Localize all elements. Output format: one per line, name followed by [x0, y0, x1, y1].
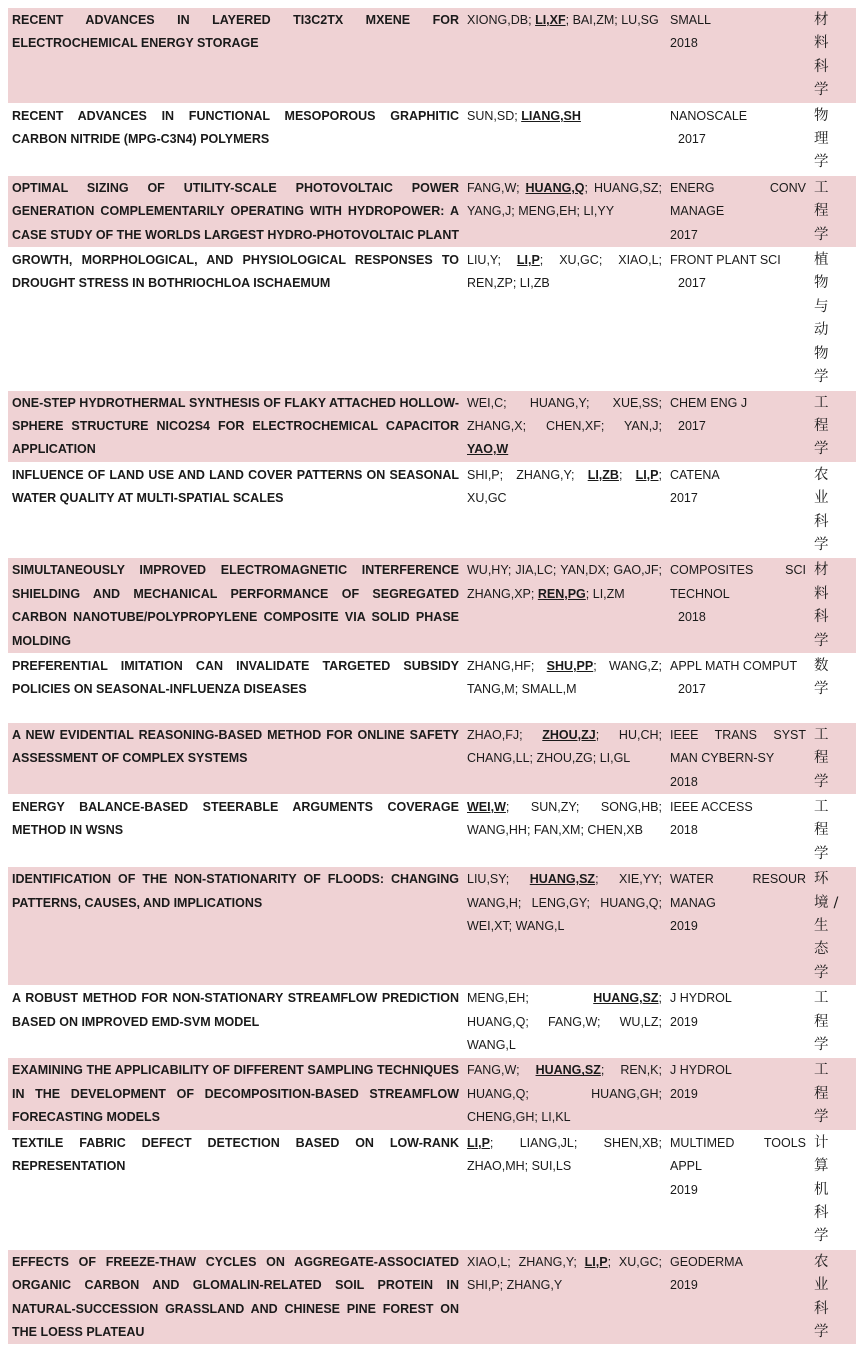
journal-name: CHEM ENG J — [670, 395, 748, 410]
author-name: HU,CH — [618, 727, 659, 742]
journal-year: 2017 — [678, 276, 706, 291]
journal-info — [666, 103, 810, 175]
author-name: XU,GC — [618, 1254, 659, 1269]
author-name: FANG,W — [467, 180, 517, 195]
author-name: SMALL,M — [521, 682, 577, 697]
journal-info — [666, 867, 810, 986]
journal-name: J HYDROL — [670, 991, 732, 1006]
table-row — [8, 795, 856, 867]
journal-info — [666, 722, 810, 794]
author-name: WANG,Z — [609, 658, 659, 673]
author-name: XIONG,DB — [467, 13, 529, 27]
author-name: ZHANG,X — [467, 418, 523, 433]
author-name: LENG,GY — [531, 895, 587, 910]
author-name: LI,KL — [541, 1110, 571, 1125]
journal-year: 2018 — [670, 774, 698, 789]
author-name: XU,GC — [559, 253, 599, 268]
journal-year: 2017 — [678, 418, 706, 433]
highlighted-author: LIANG,SH — [521, 108, 581, 123]
paper-title: RECENT ADVANCES IN LAYERED TI3C2TX MXENE FOR ELECTROCHEMICAL ENERGY STORAGE — [8, 8, 463, 103]
paper-title: A ROBUST METHOD FOR NON-STATIONARY STREAMFLOW PREDICTION BASED ON IMPROVED EMD-SVM MODEL — [8, 986, 463, 1058]
journal-name: J HYDROL — [670, 1063, 732, 1078]
journal-info — [666, 8, 810, 103]
author-name: LI,YY — [583, 204, 615, 219]
author-name: ZHOU,ZG — [536, 751, 593, 766]
journal-year: 2018 — [678, 610, 706, 625]
author-name: ZHAO,FJ — [467, 727, 520, 742]
journal-name: IEEE TRANS SYST MAN CYBERN-SY — [670, 727, 806, 766]
subject-field: 工程学 — [810, 390, 856, 462]
table-row — [8, 8, 856, 103]
journal-name: COMPOSITES SCI TECHNOL — [670, 563, 806, 601]
author-name: LU,SG — [621, 13, 659, 27]
author-name: WU,LZ — [619, 1014, 659, 1029]
author-name: ZHANG,XP — [467, 586, 531, 601]
journal-info — [666, 653, 810, 722]
highlighted-author: WEI,W — [467, 800, 506, 814]
paper-authors: FANG,W; HUANG,Q; HUANG,SZ; YANG,J; MENG,EH; LI,YY — [463, 175, 666, 247]
author-name: LI,GL — [599, 751, 631, 766]
author-name: CHENG,GH — [467, 1110, 535, 1125]
journal-name: WATER RESOUR MANAG — [670, 872, 806, 910]
journal-info — [666, 462, 810, 558]
journal-year: 2019 — [670, 1182, 698, 1197]
paper-title: A NEW EVIDENTIAL REASONING-BASED METHOD FOR ONLINE SAFETY ASSESSMENT OF COMPLEX SYSTEMS — [8, 722, 463, 794]
paper-authors: LIU,SY; HUANG,SZ; XIE,YY; WANG,H; LENG,GY; HUANG,Q; WEI,XT; WANG,L — [463, 867, 666, 986]
highlighted-author: LI,XF — [535, 13, 566, 27]
paper-title: IDENTIFICATION OF THE NON-STATIONARITY OF FLOODS: CHANGING PATTERNS, CAUSES, AND IMPLICATIONS — [8, 867, 463, 986]
highlighted-author: SHU,PP — [546, 658, 594, 673]
journal-name: FRONT PLANT SCI — [670, 253, 781, 268]
highlighted-author: YAO,W — [467, 442, 509, 457]
subject-field: 物理学 — [810, 103, 856, 175]
author-name: CHEN,XB — [587, 823, 643, 838]
paper-authors: LIU,Y; LI,P; XU,GC; XIAO,L; REN,ZP; LI,ZB — [463, 248, 666, 390]
paper-authors: SUN,SD; LIANG,SH — [463, 103, 666, 175]
paper-authors: XIAO,L; ZHANG,Y; LI,P; XU,GC; SHI,P; ZHANG,Y — [463, 1249, 666, 1345]
author-name: HUANG,Q — [467, 1086, 526, 1101]
journal-year: 2017 — [678, 132, 706, 147]
highlighted-author: HUANG,SZ — [593, 991, 659, 1006]
author-name: WANG,L — [467, 1038, 516, 1053]
author-name: LIU,Y — [467, 253, 498, 268]
paper-title: ENERGY BALANCE-BASED STEERABLE ARGUMENTS COVERAGE METHOD IN WSNS — [8, 795, 463, 867]
author-name: WANG,HH — [467, 823, 527, 838]
paper-authors: LI,P; LIANG,JL; SHEN,XB; ZHAO,MH; SUI,LS — [463, 1130, 666, 1249]
author-name: YAN,J — [624, 418, 659, 433]
table-row — [8, 1058, 856, 1130]
author-name: ZHANG,HF — [467, 658, 531, 673]
author-name: TANG,M — [467, 682, 515, 697]
author-name: LI,ZB — [519, 276, 550, 291]
author-name: YAN,DX — [560, 563, 606, 578]
journal-year: 2019 — [670, 1086, 698, 1101]
journal-year: 2017 — [670, 227, 698, 242]
subject-field: 农业科学 — [810, 1249, 856, 1345]
author-name: HUANG,Y — [529, 395, 586, 410]
author-name: XIE,YY — [619, 872, 659, 887]
author-name: WANG,L — [515, 919, 565, 934]
journal-info — [666, 986, 810, 1058]
paper-title: OPTIMAL SIZING OF UTILITY-SCALE PHOTOVOLTAIC POWER GENERATION COMPLEMENTARILY OPERATING WITH HYDROPOWER: A CASE STUDY OF THE WORLDS LARGEST HYDRO-PHOTOVOLTAIC PLANT — [8, 175, 463, 247]
journal-year: 2018 — [670, 823, 698, 838]
author-name: XU,GC — [467, 491, 507, 506]
subject-field: 植物与动物学 — [810, 248, 856, 390]
journal-name: CATENA — [670, 467, 720, 482]
author-name: ZHAO,MH — [467, 1159, 525, 1174]
paper-authors: WEI,W; SUN,ZY; SONG,HB; WANG,HH; FAN,XM; CHEN,XB — [463, 795, 666, 867]
author-name: HUANG,Q — [467, 1014, 526, 1029]
paper-title: SIMULTANEOUSLY IMPROVED ELECTROMAGNETIC INTERFERENCE SHIELDING AND MECHANICAL PERFORMANCE OF SEGREGATED CARBON NANOTUBE/POLYPROPYLENE COMPOSITE VIA SOLID PHASE MOLDING — [8, 558, 463, 654]
author-name: HUANG,GH — [591, 1086, 659, 1101]
paper-title: EXAMINING THE APPLICABILITY OF DIFFERENT SAMPLING TECHNIQUES IN THE DEVELOPMENT OF DECOMPOSITION-BASED STREAMFLOW FORECASTING MODELS — [8, 1058, 463, 1130]
author-name: XIAO,L — [618, 253, 659, 268]
author-name: ZHANG,Y — [506, 1278, 563, 1293]
table-row — [8, 390, 856, 462]
paper-authors: FANG,W; HUANG,SZ; REN,K; HUANG,Q; HUANG,GH; CHENG,GH; LI,KL — [463, 1058, 666, 1130]
author-name: SHEN,XB — [603, 1135, 659, 1150]
table-row — [8, 558, 856, 654]
journal-name: IEEE ACCESS — [670, 800, 753, 814]
paper-authors: XIONG,DB; LI,XF; BAI,ZM; LU,SG — [463, 8, 666, 103]
author-name: SUN,SD — [467, 108, 515, 123]
journal-year: 2017 — [678, 682, 706, 697]
paper-title: RECENT ADVANCES IN FUNCTIONAL MESOPOROUS GRAPHITIC CARBON NITRIDE (MPG-C3N4) POLYMERS — [8, 103, 463, 175]
table-row — [8, 653, 856, 722]
journal-info — [666, 795, 810, 867]
journal-year: 2017 — [670, 491, 698, 506]
author-name: SUI,LS — [531, 1159, 572, 1174]
subject-field: 工程学 — [810, 1058, 856, 1130]
subject-field: 工程学 — [810, 722, 856, 794]
journal-name: MULTIMED TOOLS APPL — [670, 1135, 806, 1174]
paper-title: PREFERENTIAL IMITATION CAN INVALIDATE TARGETED SUBSIDY POLICIES ON SEASONAL-INFLUENZA DISEASES — [8, 653, 463, 722]
author-name: GAO,JF — [613, 563, 659, 578]
author-name: FAN,XM — [533, 823, 581, 838]
author-name: CHEN,XF — [545, 418, 601, 433]
author-name: XIAO,L — [467, 1254, 508, 1269]
paper-authors: ZHAO,FJ; ZHOU,ZJ; HU,CH; CHANG,LL; ZHOU,ZG; LI,GL — [463, 722, 666, 794]
subject-field: 工程学 — [810, 175, 856, 247]
journal-name: APPL MATH COMPUT — [670, 658, 798, 673]
author-name: JIA,LC — [515, 563, 553, 578]
author-name: CHANG,LL — [467, 751, 530, 766]
author-name: LI,ZM — [592, 586, 625, 601]
publication-table — [8, 8, 856, 1345]
paper-title: ONE-STEP HYDROTHERMAL SYNTHESIS OF FLAKY ATTACHED HOLLOW-SPHERE STRUCTURE NICO2S4 FOR ELECTROCHEMICAL CAPACITOR APPLICATION — [8, 390, 463, 462]
highlighted-author: ZHOU,ZJ — [542, 727, 596, 742]
author-name: MENG,EH — [467, 991, 526, 1006]
table-row — [8, 986, 856, 1058]
subject-field: 材料科学 — [810, 558, 856, 654]
highlighted-author: LI,P — [635, 467, 659, 482]
journal-info — [666, 1130, 810, 1249]
author-name: SHI,P — [467, 1278, 500, 1293]
journal-info — [666, 1058, 810, 1130]
journal-name: ENERG CONV MANAGE — [670, 180, 806, 219]
subject-field: 数学 — [810, 653, 856, 722]
author-name: LIU,SY — [467, 872, 506, 887]
journal-info — [666, 390, 810, 462]
paper-authors: ZHANG,HF; SHU,PP; WANG,Z; TANG,M; SMALL,M — [463, 653, 666, 722]
author-name: HUANG,Q — [600, 895, 659, 910]
author-name: ZHANG,Y — [516, 467, 572, 482]
journal-year: 2019 — [670, 1278, 698, 1293]
highlighted-author: LI,P — [516, 253, 540, 268]
subject-field: 环境/生态学 — [810, 867, 856, 986]
author-name: BAI,ZM — [572, 13, 615, 27]
subject-field: 计算机科学 — [810, 1130, 856, 1249]
author-name: REN,ZP — [467, 276, 513, 291]
highlighted-author: LI,P — [584, 1254, 608, 1269]
journal-info — [666, 248, 810, 390]
author-name: ZHANG,Y — [518, 1254, 574, 1269]
journal-info — [666, 175, 810, 247]
author-name: FANG,W — [467, 1063, 517, 1078]
subject-field: 工程学 — [810, 795, 856, 867]
journal-name: GEODERMA — [670, 1254, 743, 1269]
journal-info — [666, 1249, 810, 1345]
highlighted-author: LI,ZB — [587, 467, 619, 482]
paper-authors: SHI,P; ZHANG,Y; LI,ZB; LI,P; XU,GC — [463, 462, 666, 558]
table-row — [8, 1130, 856, 1249]
highlighted-author: HUANG,SZ — [535, 1063, 601, 1078]
paper-title: EFFECTS OF FREEZE-THAW CYCLES ON AGGREGATE-ASSOCIATED ORGANIC CARBON AND GLOMALIN-RELATED SOIL PROTEIN IN NATURAL-SUCCESSION GRASSLAND AND CHINESE PINE FOREST ON THE LOESS PLATEAU — [8, 1249, 463, 1345]
author-name: WANG,H — [467, 895, 518, 910]
author-name: WEI,XT — [467, 919, 509, 934]
author-name: HUANG,SZ — [593, 180, 659, 195]
journal-year: 2018 — [670, 36, 698, 51]
journal-year: 2019 — [670, 1014, 698, 1029]
author-name: WU,HY — [467, 563, 508, 578]
publication-list — [8, 8, 856, 1345]
author-name: REN,K — [620, 1063, 659, 1078]
table-row — [8, 462, 856, 558]
author-name: SHI,P — [467, 467, 500, 482]
journal-name: NANOSCALE — [670, 108, 748, 123]
table-row — [8, 722, 856, 794]
highlighted-author: HUANG,Q — [525, 180, 585, 195]
table-row — [8, 103, 856, 175]
journal-name: SMALL — [670, 13, 711, 27]
subject-field: 工程学 — [810, 986, 856, 1058]
table-row — [8, 248, 856, 390]
author-name: LIANG,JL — [519, 1135, 574, 1150]
author-name: XUE,SS — [612, 395, 659, 410]
highlighted-author: REN,PG — [537, 586, 586, 601]
journal-info — [666, 558, 810, 654]
author-name: WEI,C — [467, 395, 504, 410]
author-name: SUN,ZY — [530, 800, 576, 814]
highlighted-author: LI,P — [467, 1135, 490, 1150]
subject-field: 材料科学 — [810, 8, 856, 103]
highlighted-author: HUANG,SZ — [529, 872, 596, 887]
paper-title: GROWTH, MORPHOLOGICAL, AND PHYSIOLOGICAL RESPONSES TO DROUGHT STRESS IN BOTHRIOCHLOA ISCHAEMUM — [8, 248, 463, 390]
paper-authors: WU,HY; JIA,LC; YAN,DX; GAO,JF; ZHANG,XP; REN,PG; LI,ZM — [463, 558, 666, 654]
author-name: SONG,HB — [600, 800, 659, 814]
paper-title: INFLUENCE OF LAND USE AND LAND COVER PATTERNS ON SEASONAL WATER QUALITY AT MULTI-SPATIAL SCALES — [8, 462, 463, 558]
journal-year: 2019 — [670, 919, 698, 934]
author-name: FANG,W — [547, 1014, 598, 1029]
paper-authors: WEI,C; HUANG,Y; XUE,SS; ZHANG,X; CHEN,XF; YAN,J; YAO,W — [463, 390, 666, 462]
table-row — [8, 175, 856, 247]
paper-authors: MENG,EH; HUANG,SZ; HUANG,Q; FANG,W; WU,LZ; WANG,L — [463, 986, 666, 1058]
table-row — [8, 867, 856, 986]
author-name: MENG,EH — [518, 204, 577, 219]
paper-title: TEXTILE FABRIC DEFECT DETECTION BASED ON LOW-RANK REPRESENTATION — [8, 1130, 463, 1249]
author-name: YANG,J — [467, 204, 512, 219]
subject-field: 农业科学 — [810, 462, 856, 558]
table-row — [8, 1249, 856, 1345]
